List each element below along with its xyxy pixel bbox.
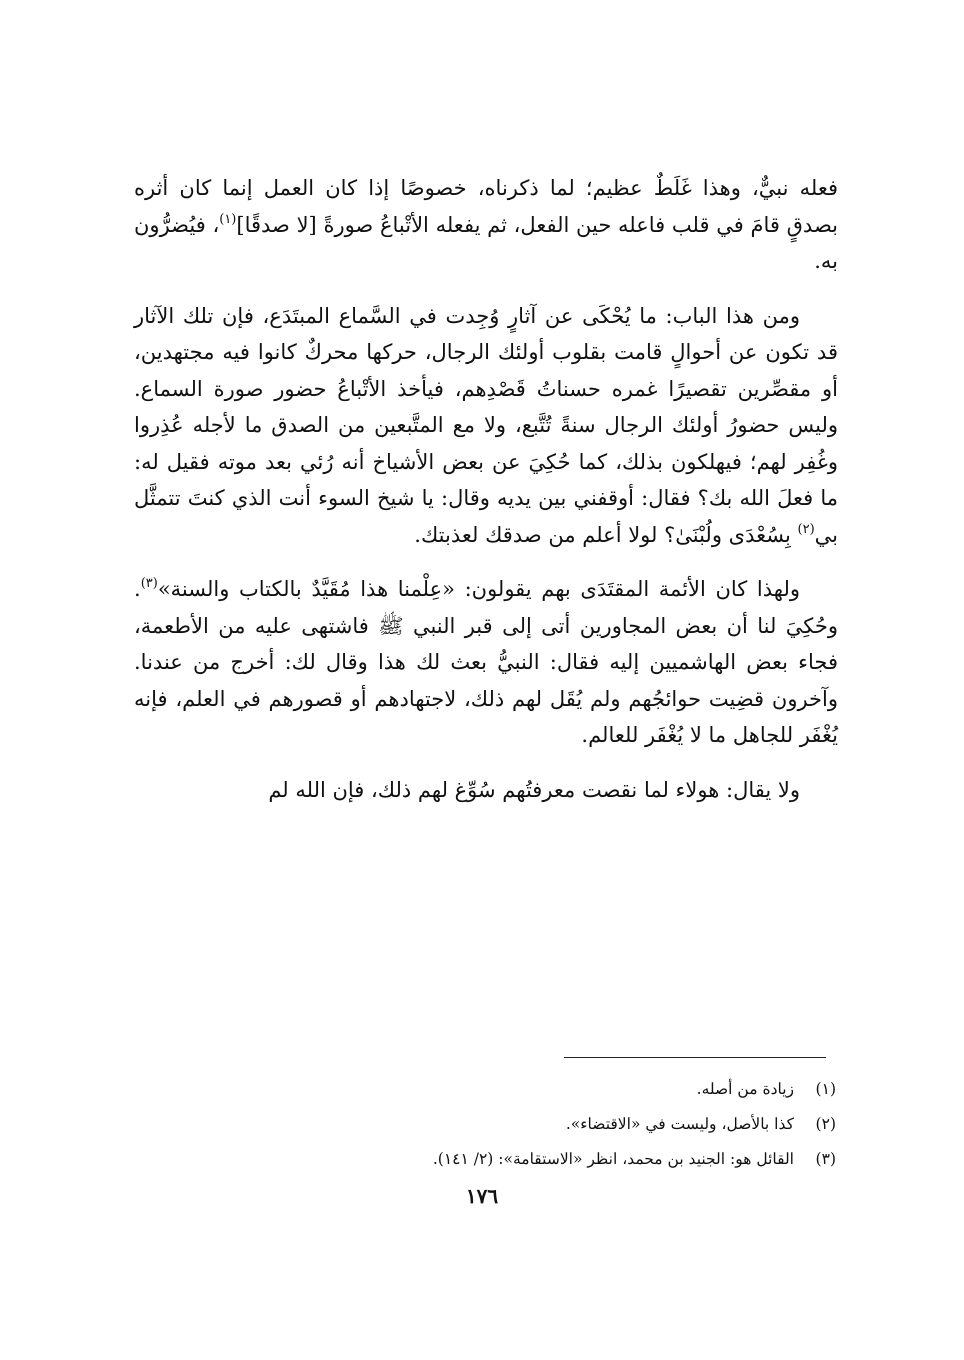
paragraph-3: [134, 571, 838, 754]
footnote-ref-2: (٢): [797, 521, 815, 537]
paragraph-4: [134, 772, 838, 809]
paragraph-3-text: ولهذا كان الأئمة المقتَدَى بهم يقولون: «عِلْمنا هذا مُقَيَّدٌ بالكتاب والسنة»: [157, 577, 800, 601]
paragraph-1: [134, 170, 838, 280]
footnote-number: (٢): [815, 1115, 836, 1133]
footnote-3: [134, 1142, 836, 1177]
footnote-text: القائل هو: الجنيد بن محمد، انظر «الاستقامة»: (٢/ ١٤١).: [432, 1150, 794, 1168]
main-text: [134, 170, 838, 808]
paragraph-3-text-end: . وحُكِيَ لنا أن بعض المجاورين أتى إلى قبر النبي ﷺ فاشتهى عليه من الأطعمة، فجاء بعض الهاشميين إليه فقال: النبيُّ بعث لك هذا وقال لك: أخرج من عندنا. وآخرون قضِيت حوائجُهم ولم يُقَل لهم ذلك، لاجتهادهم أو قصورهم في العلم، فإنه يُغْفَر للجاهل ما لا يُغْفَر للعالم.: [134, 577, 838, 747]
paragraph-4-text: ولا يقال: هولاء لما نقصت معرفتُهم سُوِّغ لهم ذلك، فإن الله لم: [268, 777, 800, 802]
footnote-separator: [564, 1057, 826, 1058]
footnote-text: كذا بالأصل، وليست في «الاقتضاء».: [565, 1115, 794, 1133]
page-number: ١٧٦: [465, 1184, 499, 1208]
paragraph-2: [134, 298, 838, 554]
paragraph-1-text-end: ، فيُضرُّون به.: [134, 212, 838, 273]
footnote-number: (١): [815, 1080, 836, 1098]
footnote-text: زيادة من أصله.: [696, 1080, 794, 1098]
paragraph-2-text: ومن هذا الباب: ما يُحْكَى عن آثارٍ وُجِدت في السَّماع المبتَدَع، فإن تلك الآثار قد تكون عن أحوالٍ قامت بقلوب أولئك الرجال، حركها محركٌ كانوا فيه مجتهدين، أو مقصِّرين تقصيرًا غمره حسناتُ قَصْدِهم، فيأخذ الأتْباعُ حضور صورة السماع. وليس حضورُ أولئك الرجال سنةً تُتَّبع، ولا مع المتَّبعين من الصدق ما لأجله عُذِروا وغُفِر لهم؛ فيهلكون بذلك، كما حُكِيَ عن بعض الأشياخ أنه رُئي بعد موته فقيل له: ما فعلَ الله بك؟ فقال: أوقفني بين يديه وقال: يا شيخ السوء أنت الذي كنتَ تتمثَّل بي: [134, 303, 838, 547]
paragraph-1-text: فعله نبيٌّ، وهذا غَلَطٌ عظيم؛ لما ذكرناه، خصوصًا إذا كان العمل إنما كان أثره بصدقٍ قامَ في قلب فاعله حين الفعل، ثم يفعله الأتْباعُ صورةً [لا صدقًا]: [134, 176, 838, 237]
footnote-ref-1: (١): [219, 211, 237, 227]
paragraph-2-text-end: بِسُعْدَى ولُبْنَىٰ؟ لولا أعلم من صدقك لعذبتك.: [414, 522, 798, 547]
footnote-number: (٣): [815, 1150, 836, 1168]
footnote-ref-3: (٣): [140, 576, 158, 591]
footnotes: [134, 1072, 836, 1177]
footnote-1: [134, 1072, 836, 1107]
footnote-2: [134, 1107, 836, 1142]
